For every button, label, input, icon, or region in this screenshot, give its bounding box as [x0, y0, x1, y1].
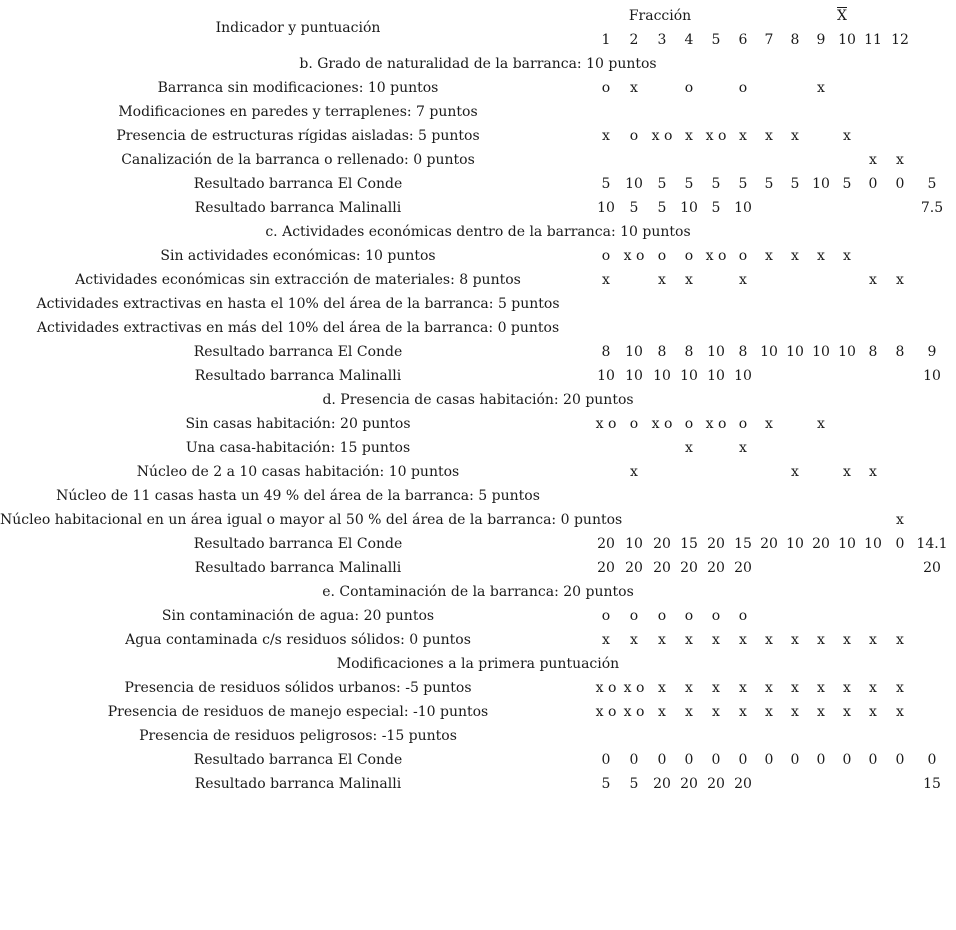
table-cell: o [629, 608, 639, 624]
table-cell: x [685, 440, 693, 456]
table-cell: 5 [790, 176, 800, 192]
table-cell: 20 [760, 536, 778, 552]
table-cell: 10 [812, 344, 830, 360]
fraction-number: 4 [684, 32, 694, 48]
table-cell: x [869, 272, 877, 288]
row-label: Actividades extractivas en más del 10% del área de la barranca: 0 puntos [36, 320, 560, 336]
mean-value: 14.1 [916, 536, 948, 552]
table-cell: 20 [707, 560, 725, 576]
row-label: Núcleo de 11 casas hasta un 49 % del área de la barranca: 5 puntos [56, 488, 540, 504]
table-cell: x [817, 80, 825, 96]
table-cell: 5 [629, 200, 639, 216]
table-cell: 5 [601, 776, 611, 792]
table-cell: 0 [895, 176, 905, 192]
fraction-number: 10 [838, 32, 856, 48]
table-cell: x o [623, 248, 645, 264]
table-cell: o [684, 608, 694, 624]
table-cell: 5 [764, 176, 774, 192]
table-cell: 0 [868, 176, 878, 192]
fraction-number: 11 [864, 32, 882, 48]
table-cell: o [738, 248, 748, 264]
table-cell: 0 [895, 752, 905, 768]
table-cell: x [869, 680, 877, 696]
table-cell: 10 [864, 536, 882, 552]
fraction-number: 9 [816, 32, 826, 48]
row-label: Sin casas habitación: 20 puntos [185, 416, 411, 432]
fraction-number: 7 [764, 32, 774, 48]
table-cell: x [869, 464, 877, 480]
row-label: Resultado barranca El Conde [193, 176, 403, 192]
table-cell: 10 [838, 344, 856, 360]
mean-value: 15 [923, 776, 941, 792]
row-label: Resultado barranca Malinalli [194, 200, 402, 216]
table-cell: 20 [597, 560, 615, 576]
table-cell: 10 [597, 200, 615, 216]
section-heading: c. Actividades económicas dentro de la barranca: 10 puntos [265, 224, 691, 240]
table-cell: 0 [601, 752, 611, 768]
table-cell: x [896, 632, 904, 648]
table-cell: x [843, 632, 851, 648]
row-label: Presencia de residuos de manejo especial: -10 puntos [107, 704, 489, 720]
table-cell: 8 [684, 344, 694, 360]
table-cell: 5 [629, 776, 639, 792]
table-cell: 0 [764, 752, 774, 768]
table-cell: x [765, 704, 773, 720]
table-cell: 10 [786, 536, 804, 552]
table-cell: 20 [707, 776, 725, 792]
table-cell: 5 [738, 176, 748, 192]
table-cell: 10 [812, 176, 830, 192]
table-cell: x o [595, 680, 617, 696]
table-cell: 0 [684, 752, 694, 768]
table-cell: x [843, 704, 851, 720]
table-cell: 5 [711, 200, 721, 216]
table-cell: 5 [711, 176, 721, 192]
table-cell: 0 [842, 752, 852, 768]
table-cell: o [684, 248, 694, 264]
table-cell: x [765, 128, 773, 144]
table-cell: 8 [895, 344, 905, 360]
table-cell: 20 [653, 776, 671, 792]
table-cell: x [685, 632, 693, 648]
table-cell: x [739, 128, 747, 144]
table-cell: 10 [653, 368, 671, 384]
table-cell: x [817, 416, 825, 432]
row-label: Sin actividades económicas: 10 puntos [160, 248, 436, 264]
mean-value: 9 [927, 344, 937, 360]
table-cell: o [684, 416, 694, 432]
row-label: Resultado barranca Malinalli [194, 776, 402, 792]
table-cell: x [685, 272, 693, 288]
row-label: Una casa-habitación: 15 puntos [185, 440, 411, 456]
table-cell: o [629, 416, 639, 432]
table-cell: 0 [657, 752, 667, 768]
table-cell: x [791, 704, 799, 720]
table-cell: o [629, 128, 639, 144]
table-cell: 20 [812, 536, 830, 552]
table-cell: x [739, 632, 747, 648]
table-cell: 0 [711, 752, 721, 768]
table-cell: 0 [790, 752, 800, 768]
table-cell: x [658, 680, 666, 696]
table-cell: 20 [680, 560, 698, 576]
table-cell: 5 [684, 176, 694, 192]
fraction-number: 12 [891, 32, 909, 48]
table-cell: x [843, 464, 851, 480]
section-heading: b. Grado de naturalidad de la barranca: 10 puntos [299, 56, 657, 72]
table-cell: x [658, 272, 666, 288]
row-label: Resultado barranca Malinalli [194, 560, 402, 576]
table-cell: x [791, 632, 799, 648]
table-cell: 8 [601, 344, 611, 360]
table-cell: x [896, 680, 904, 696]
table-cell: o [738, 416, 748, 432]
table-cell: x o [705, 128, 727, 144]
section-heading: e. Contaminación de la barranca: 20 puntos [322, 584, 634, 600]
table-cell: 10 [707, 344, 725, 360]
table-cell: x [817, 704, 825, 720]
table-cell: x [791, 680, 799, 696]
table-cell: 10 [734, 368, 752, 384]
mean-value: 5 [927, 176, 937, 192]
row-label: Núcleo de 2 a 10 casas habitación: 10 puntos [136, 464, 460, 480]
table-cell: o [601, 80, 611, 96]
table-cell: 5 [657, 200, 667, 216]
table-cell: x o [623, 704, 645, 720]
row-label: Agua contaminada c/s residuos sólidos: 0 puntos [125, 632, 471, 648]
table-cell: o [601, 608, 611, 624]
table-cell: 15 [680, 536, 698, 552]
table-cell: 20 [653, 560, 671, 576]
table-cell: o [684, 80, 694, 96]
table-cell: 10 [786, 344, 804, 360]
table-cell: x [630, 80, 638, 96]
mean-value: 20 [923, 560, 941, 576]
table-cell: x [869, 632, 877, 648]
table-cell: 20 [734, 560, 752, 576]
row-label: Sin contaminación de agua: 20 puntos [161, 608, 435, 624]
table-cell: x [630, 632, 638, 648]
table-cell: x [712, 680, 720, 696]
table-cell: x [602, 632, 610, 648]
row-label: Resultado barranca El Conde [193, 344, 403, 360]
table-cell: x [685, 680, 693, 696]
table-cell: 20 [597, 536, 615, 552]
table-cell: 10 [680, 200, 698, 216]
row-label: Canalización de la barranca o rellenado: 0 puntos [121, 152, 475, 168]
row-label: Resultado barranca Malinalli [194, 368, 402, 384]
table-cell: 20 [734, 776, 752, 792]
fraction-number: 1 [601, 32, 611, 48]
row-label: Actividades extractivas en hasta el 10% del área de la barranca: 5 puntos [36, 296, 560, 312]
mean-value: 0 [927, 752, 937, 768]
table-cell: 15 [734, 536, 752, 552]
table-cell: x [896, 512, 904, 528]
row-label: Núcleo habitacional en un área igual o mayor al 50 % del área de la barranca: 0 puntos [0, 512, 623, 528]
row-label: Presencia de residuos sólidos urbanos: -5 puntos [124, 680, 472, 696]
indicator-header: Indicador y puntuación [215, 20, 381, 36]
table-cell: x [712, 632, 720, 648]
table-cell: o [711, 608, 721, 624]
table-cell: x [791, 128, 799, 144]
table-cell: 0 [738, 752, 748, 768]
table-cell: 8 [738, 344, 748, 360]
table-cell: 10 [625, 344, 643, 360]
table-cell: x [685, 704, 693, 720]
table-cell: 10 [625, 176, 643, 192]
table-cell: 10 [734, 200, 752, 216]
table-cell: x [896, 272, 904, 288]
table-cell: x o [651, 416, 673, 432]
fraction-number: 3 [657, 32, 667, 48]
table-cell: x [739, 272, 747, 288]
table-cell: x [630, 464, 638, 480]
table-cell: o [738, 80, 748, 96]
table-cell: x o [705, 248, 727, 264]
table-cell: x [602, 272, 610, 288]
table-cell: x o [623, 680, 645, 696]
table-cell: x [869, 704, 877, 720]
table-cell: x [765, 248, 773, 264]
table-cell: 20 [653, 536, 671, 552]
table-cell: x o [595, 704, 617, 720]
table-cell: x [658, 632, 666, 648]
table-cell: x o [705, 416, 727, 432]
table-cell: 10 [680, 368, 698, 384]
table-cell: x [843, 680, 851, 696]
table-cell: x [658, 704, 666, 720]
row-label: Presencia de estructuras rígidas aisladas: 5 puntos [116, 128, 480, 144]
row-label: Presencia de residuos peligrosos: -15 puntos [139, 728, 457, 744]
table-cell: x [896, 704, 904, 720]
table-cell: 0 [868, 752, 878, 768]
table-cell: 20 [707, 536, 725, 552]
fraction-number: 8 [790, 32, 800, 48]
table-cell: x [843, 248, 851, 264]
table-cell: 8 [657, 344, 667, 360]
fraction-number: 6 [738, 32, 748, 48]
table-cell: x o [595, 416, 617, 432]
table-cell: 10 [597, 368, 615, 384]
table-cell: 0 [629, 752, 639, 768]
table-cell: x [739, 680, 747, 696]
table-cell: x [765, 680, 773, 696]
table-cell: 20 [625, 560, 643, 576]
table-cell: o [657, 248, 667, 264]
table-cell: x o [651, 128, 673, 144]
table-cell: x [869, 152, 877, 168]
table-cell: x [817, 248, 825, 264]
fraction-number: 5 [711, 32, 721, 48]
table-cell: 10 [707, 368, 725, 384]
table-cell: x [791, 248, 799, 264]
section-heading: Modificaciones a la primera puntuación [336, 656, 620, 672]
row-label: Resultado barranca El Conde [193, 752, 403, 768]
table-cell: 5 [601, 176, 611, 192]
table-cell: o [657, 608, 667, 624]
table-cell: 5 [842, 176, 852, 192]
table-cell: x [765, 416, 773, 432]
fraction-header: Fracción [628, 8, 692, 24]
table-cell: x [817, 680, 825, 696]
table-cell: x [817, 632, 825, 648]
table-cell: x [602, 128, 610, 144]
row-label: Actividades económicas sin extracción de materiales: 8 puntos [75, 272, 521, 288]
table-cell: x [685, 128, 693, 144]
table-cell: o [601, 248, 611, 264]
section-heading: d. Presencia de casas habitación: 20 puntos [322, 392, 634, 408]
row-label: Modificaciones en paredes y terraplenes: 7 puntos [118, 104, 478, 120]
table-cell: x [712, 704, 720, 720]
table-cell: o [738, 608, 748, 624]
row-label: Resultado barranca El Conde [193, 536, 403, 552]
table-cell: 0 [895, 536, 905, 552]
mean-header: $\overline{X}$ [837, 8, 847, 24]
table-cell: 8 [868, 344, 878, 360]
table-cell: 0 [816, 752, 826, 768]
table-cell: x [765, 632, 773, 648]
table-cell: 10 [625, 536, 643, 552]
mean-value: 10 [923, 368, 941, 384]
table-cell: x [791, 464, 799, 480]
row-label: Barranca sin modificaciones: 10 puntos [157, 80, 439, 96]
fraction-number: 2 [629, 32, 639, 48]
table-cell: 10 [625, 368, 643, 384]
mean-value: 7.5 [920, 200, 944, 216]
table-cell: 10 [838, 536, 856, 552]
table-cell: 20 [680, 776, 698, 792]
table-cell: x [739, 440, 747, 456]
table-cell: 5 [657, 176, 667, 192]
table-cell: x [896, 152, 904, 168]
table-cell: 10 [760, 344, 778, 360]
table-cell: x [739, 704, 747, 720]
table-cell: x [843, 128, 851, 144]
